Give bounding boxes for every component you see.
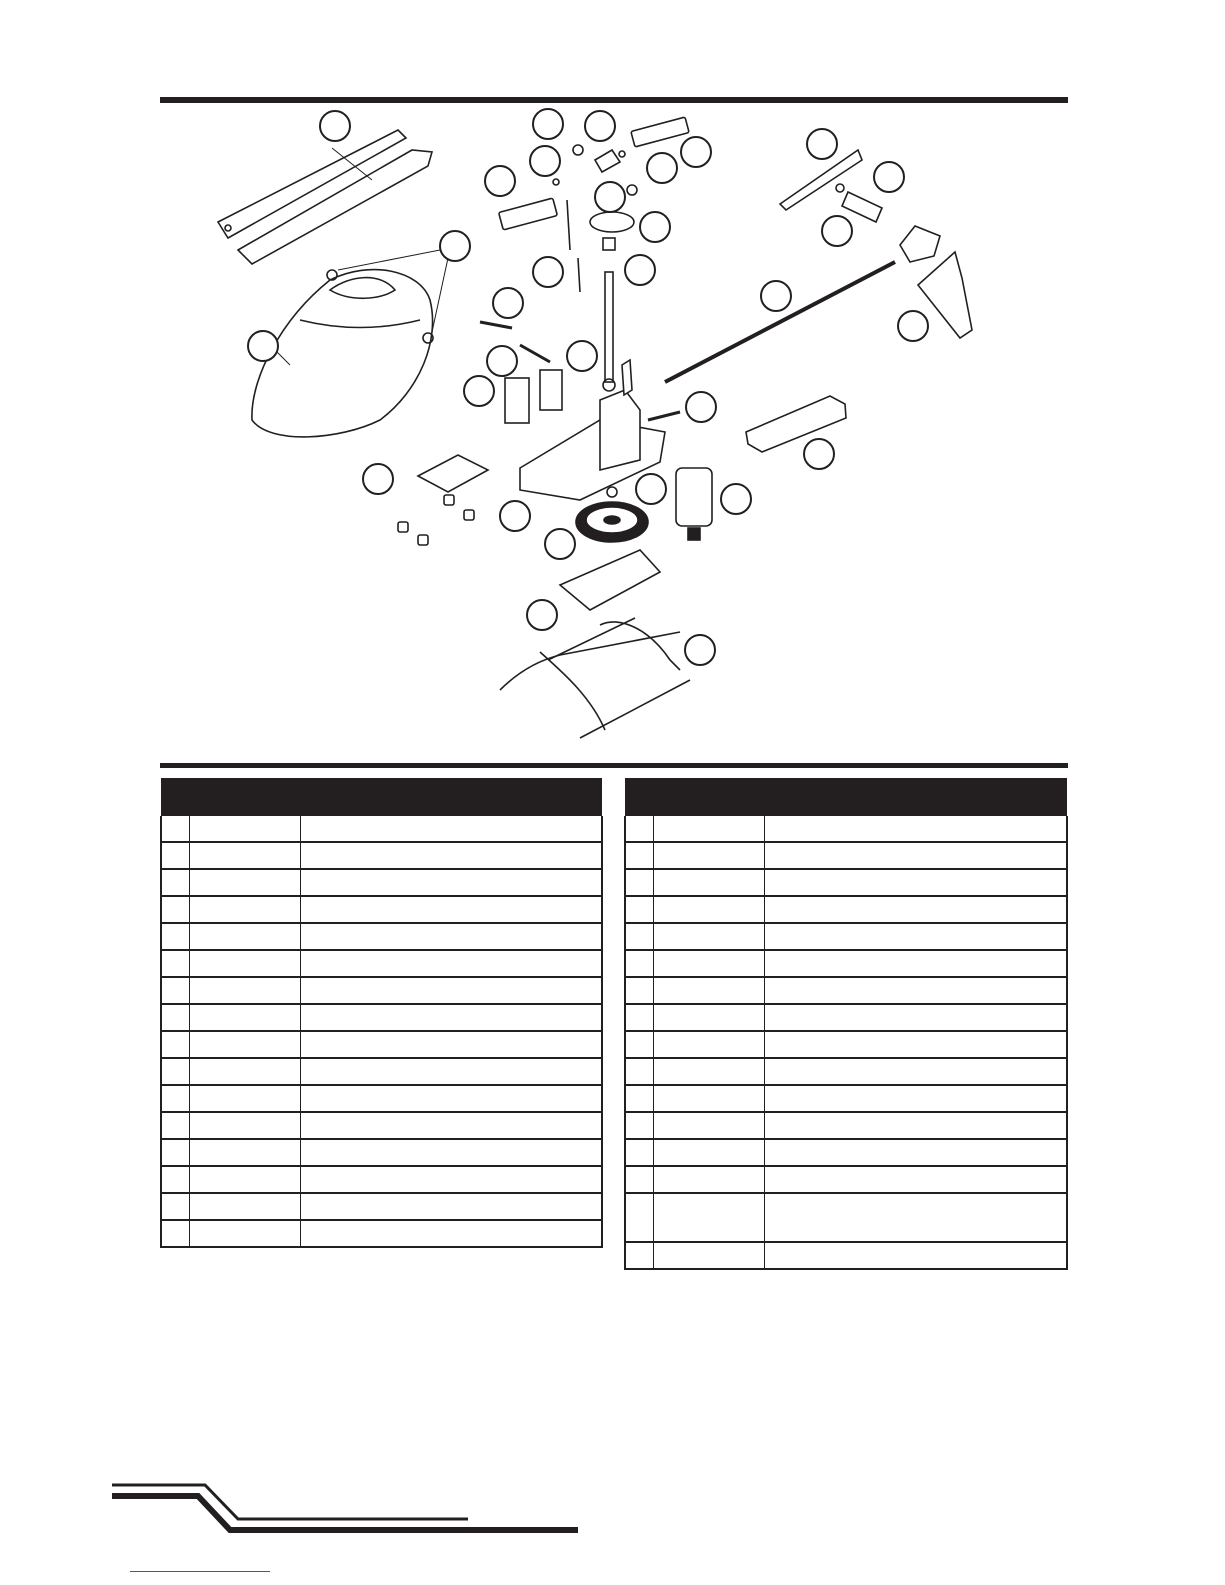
part-number-cell	[189, 1166, 300, 1193]
description-cell	[300, 869, 602, 896]
row-number-cell	[161, 896, 189, 923]
rotor-head-illustration	[499, 117, 689, 292]
part-number-cell	[653, 896, 764, 923]
row-number-cell	[161, 869, 189, 896]
description-cell	[764, 977, 1067, 1004]
middle-rule	[160, 763, 1068, 768]
part-number-cell	[653, 816, 764, 842]
table-row	[625, 950, 1067, 977]
row-number-cell	[625, 842, 653, 869]
row-number-cell	[161, 816, 189, 842]
row-number-cell	[625, 1031, 653, 1058]
callout-circle	[485, 166, 515, 196]
row-number-cell	[161, 950, 189, 977]
callout-circle	[545, 529, 575, 559]
footer-decoration	[0, 1480, 600, 1540]
description-cell	[764, 950, 1067, 977]
callout-circle	[636, 474, 666, 504]
footer-link-underline[interactable]	[130, 1571, 270, 1572]
row-number-cell	[625, 923, 653, 950]
description-cell	[764, 869, 1067, 896]
description-cell	[300, 950, 602, 977]
part-number-cell	[189, 1220, 300, 1247]
canopy-illustration	[252, 250, 448, 437]
row-number-cell	[625, 1139, 653, 1166]
description-cell	[764, 1166, 1067, 1193]
part-number-cell	[189, 1139, 300, 1166]
description-cell	[300, 1220, 602, 1247]
table-row	[161, 1031, 602, 1058]
callout-circle	[721, 484, 751, 514]
table-row	[161, 1004, 602, 1031]
table-row	[625, 1139, 1067, 1166]
callout-circle	[640, 212, 670, 242]
description-cell	[300, 816, 602, 842]
description-cell	[764, 923, 1067, 950]
table-row	[625, 842, 1067, 869]
table-header-row	[161, 778, 602, 816]
header-cell	[300, 778, 602, 816]
part-number-cell	[189, 923, 300, 950]
description-cell	[764, 1139, 1067, 1166]
callout-circle	[533, 257, 563, 287]
row-number-cell	[161, 1085, 189, 1112]
table-row	[161, 896, 602, 923]
row-number-cell	[625, 977, 653, 1004]
row-number-cell	[161, 1193, 189, 1220]
header-cell	[189, 778, 300, 816]
table-row	[625, 816, 1067, 842]
exploded-parts-diagram	[0, 0, 1225, 760]
callout-circle	[822, 216, 852, 246]
part-number-cell	[653, 1242, 764, 1269]
part-number-cell	[653, 1193, 764, 1242]
callout-circle	[363, 464, 393, 494]
table-row	[625, 1112, 1067, 1139]
description-cell	[300, 1031, 602, 1058]
table-row	[161, 1085, 602, 1112]
row-number-cell	[625, 1193, 653, 1242]
callout-circle	[493, 288, 523, 318]
row-number-cell	[161, 1112, 189, 1139]
main-rotor-blades-illustration	[218, 130, 432, 264]
part-number-cell	[189, 1031, 300, 1058]
part-number-cell	[189, 842, 300, 869]
description-cell	[764, 1085, 1067, 1112]
callout-circle	[487, 346, 517, 376]
part-number-cell	[653, 842, 764, 869]
part-number-cell	[189, 816, 300, 842]
table-row	[625, 869, 1067, 896]
description-cell	[300, 896, 602, 923]
header-cell	[161, 778, 189, 816]
callout-circle	[761, 281, 791, 311]
description-cell	[300, 1085, 602, 1112]
callout-circle	[804, 439, 834, 469]
table-row	[161, 869, 602, 896]
table-row	[625, 1242, 1067, 1269]
part-number-cell	[653, 1031, 764, 1058]
callout-circle	[685, 635, 715, 665]
table-row	[625, 1085, 1067, 1112]
row-number-cell	[625, 816, 653, 842]
callout-circle	[874, 162, 904, 192]
part-number-cell	[653, 977, 764, 1004]
part-number-cell	[653, 1139, 764, 1166]
table-row	[625, 977, 1067, 1004]
callout-circle	[500, 501, 530, 531]
part-number-cell	[653, 1058, 764, 1085]
part-number-cell	[653, 923, 764, 950]
parts-table-right	[624, 778, 1068, 1270]
description-cell	[764, 896, 1067, 923]
description-cell	[764, 1031, 1067, 1058]
callout-circle	[567, 341, 597, 371]
description-cell	[764, 816, 1067, 842]
description-cell	[764, 1058, 1067, 1085]
description-cell	[764, 842, 1067, 869]
row-number-cell	[161, 1031, 189, 1058]
main-motor-illustration	[676, 468, 712, 540]
row-number-cell	[625, 1112, 653, 1139]
description-cell	[300, 1058, 602, 1085]
callout-circle	[464, 376, 494, 406]
table-row	[161, 842, 602, 869]
description-cell	[300, 923, 602, 950]
row-number-cell	[625, 1242, 653, 1269]
table-row	[161, 1220, 602, 1247]
row-number-cell	[625, 950, 653, 977]
part-number-cell	[653, 1004, 764, 1031]
row-number-cell	[625, 1004, 653, 1031]
part-number-cell	[189, 1112, 300, 1139]
tail-rotor-illustration	[780, 150, 940, 262]
callout-circle	[248, 331, 278, 361]
row-number-cell	[625, 869, 653, 896]
description-cell	[300, 1166, 602, 1193]
table-row	[161, 1139, 602, 1166]
row-number-cell	[625, 1166, 653, 1193]
part-number-cell	[189, 1004, 300, 1031]
table-row	[161, 816, 602, 842]
header-cell	[653, 778, 764, 816]
landing-gear-illustration	[500, 550, 690, 738]
row-number-cell	[161, 923, 189, 950]
part-number-cell	[189, 869, 300, 896]
parts-table-left	[160, 778, 603, 1248]
description-cell	[764, 1242, 1067, 1269]
description-cell	[300, 842, 602, 869]
description-cell	[300, 1193, 602, 1220]
part-number-cell	[189, 896, 300, 923]
table-row	[161, 923, 602, 950]
callout-circle	[527, 600, 557, 630]
callout-circle	[681, 137, 711, 167]
part-number-cell	[189, 950, 300, 977]
row-number-cell	[625, 1085, 653, 1112]
table-row	[161, 1166, 602, 1193]
row-number-cell	[161, 1004, 189, 1031]
callout-circle	[585, 111, 615, 141]
table-row	[161, 1112, 602, 1139]
table-row	[161, 1193, 602, 1220]
description-cell	[300, 977, 602, 1004]
table-row	[625, 1166, 1067, 1193]
part-number-cell	[189, 1058, 300, 1085]
row-number-cell	[161, 1058, 189, 1085]
table-row	[625, 1058, 1067, 1085]
callout-circle	[595, 182, 625, 212]
electronics-cover-illustration	[398, 455, 488, 545]
callout-circle	[320, 111, 350, 141]
table-row	[625, 1004, 1067, 1031]
description-cell	[300, 1139, 602, 1166]
description-cell	[764, 1004, 1067, 1031]
table-row	[625, 1031, 1067, 1058]
table-row	[625, 896, 1067, 923]
row-number-cell	[625, 896, 653, 923]
row-number-cell	[625, 1058, 653, 1085]
header-cell	[625, 778, 653, 816]
part-number-cell	[653, 1166, 764, 1193]
table-row	[161, 977, 602, 1004]
row-number-cell	[161, 1220, 189, 1247]
header-cell	[764, 778, 1067, 816]
part-number-cell	[189, 977, 300, 1004]
table-row	[625, 1193, 1067, 1242]
part-number-cell	[189, 1193, 300, 1220]
description-cell	[764, 1193, 1067, 1242]
part-number-cell	[653, 1085, 764, 1112]
table-row	[625, 923, 1067, 950]
table-row	[161, 950, 602, 977]
part-number-cell	[653, 950, 764, 977]
description-cell	[300, 1004, 602, 1031]
callout-circle	[530, 146, 560, 176]
table-header-row	[625, 778, 1067, 816]
row-number-cell	[161, 842, 189, 869]
row-number-cell	[161, 1166, 189, 1193]
callout-circle	[898, 311, 928, 341]
description-cell	[764, 1112, 1067, 1139]
callout-circle	[533, 109, 563, 139]
callout-circle	[686, 392, 716, 422]
row-number-cell	[161, 1139, 189, 1166]
callout-circle	[440, 231, 470, 261]
row-number-cell	[161, 977, 189, 1004]
callout-circle	[647, 153, 677, 183]
part-number-cell	[653, 869, 764, 896]
description-cell	[300, 1112, 602, 1139]
table-row	[161, 1058, 602, 1085]
callout-circle	[807, 129, 837, 159]
part-number-cell	[189, 1085, 300, 1112]
callout-circle	[625, 255, 655, 285]
part-number-cell	[653, 1112, 764, 1139]
